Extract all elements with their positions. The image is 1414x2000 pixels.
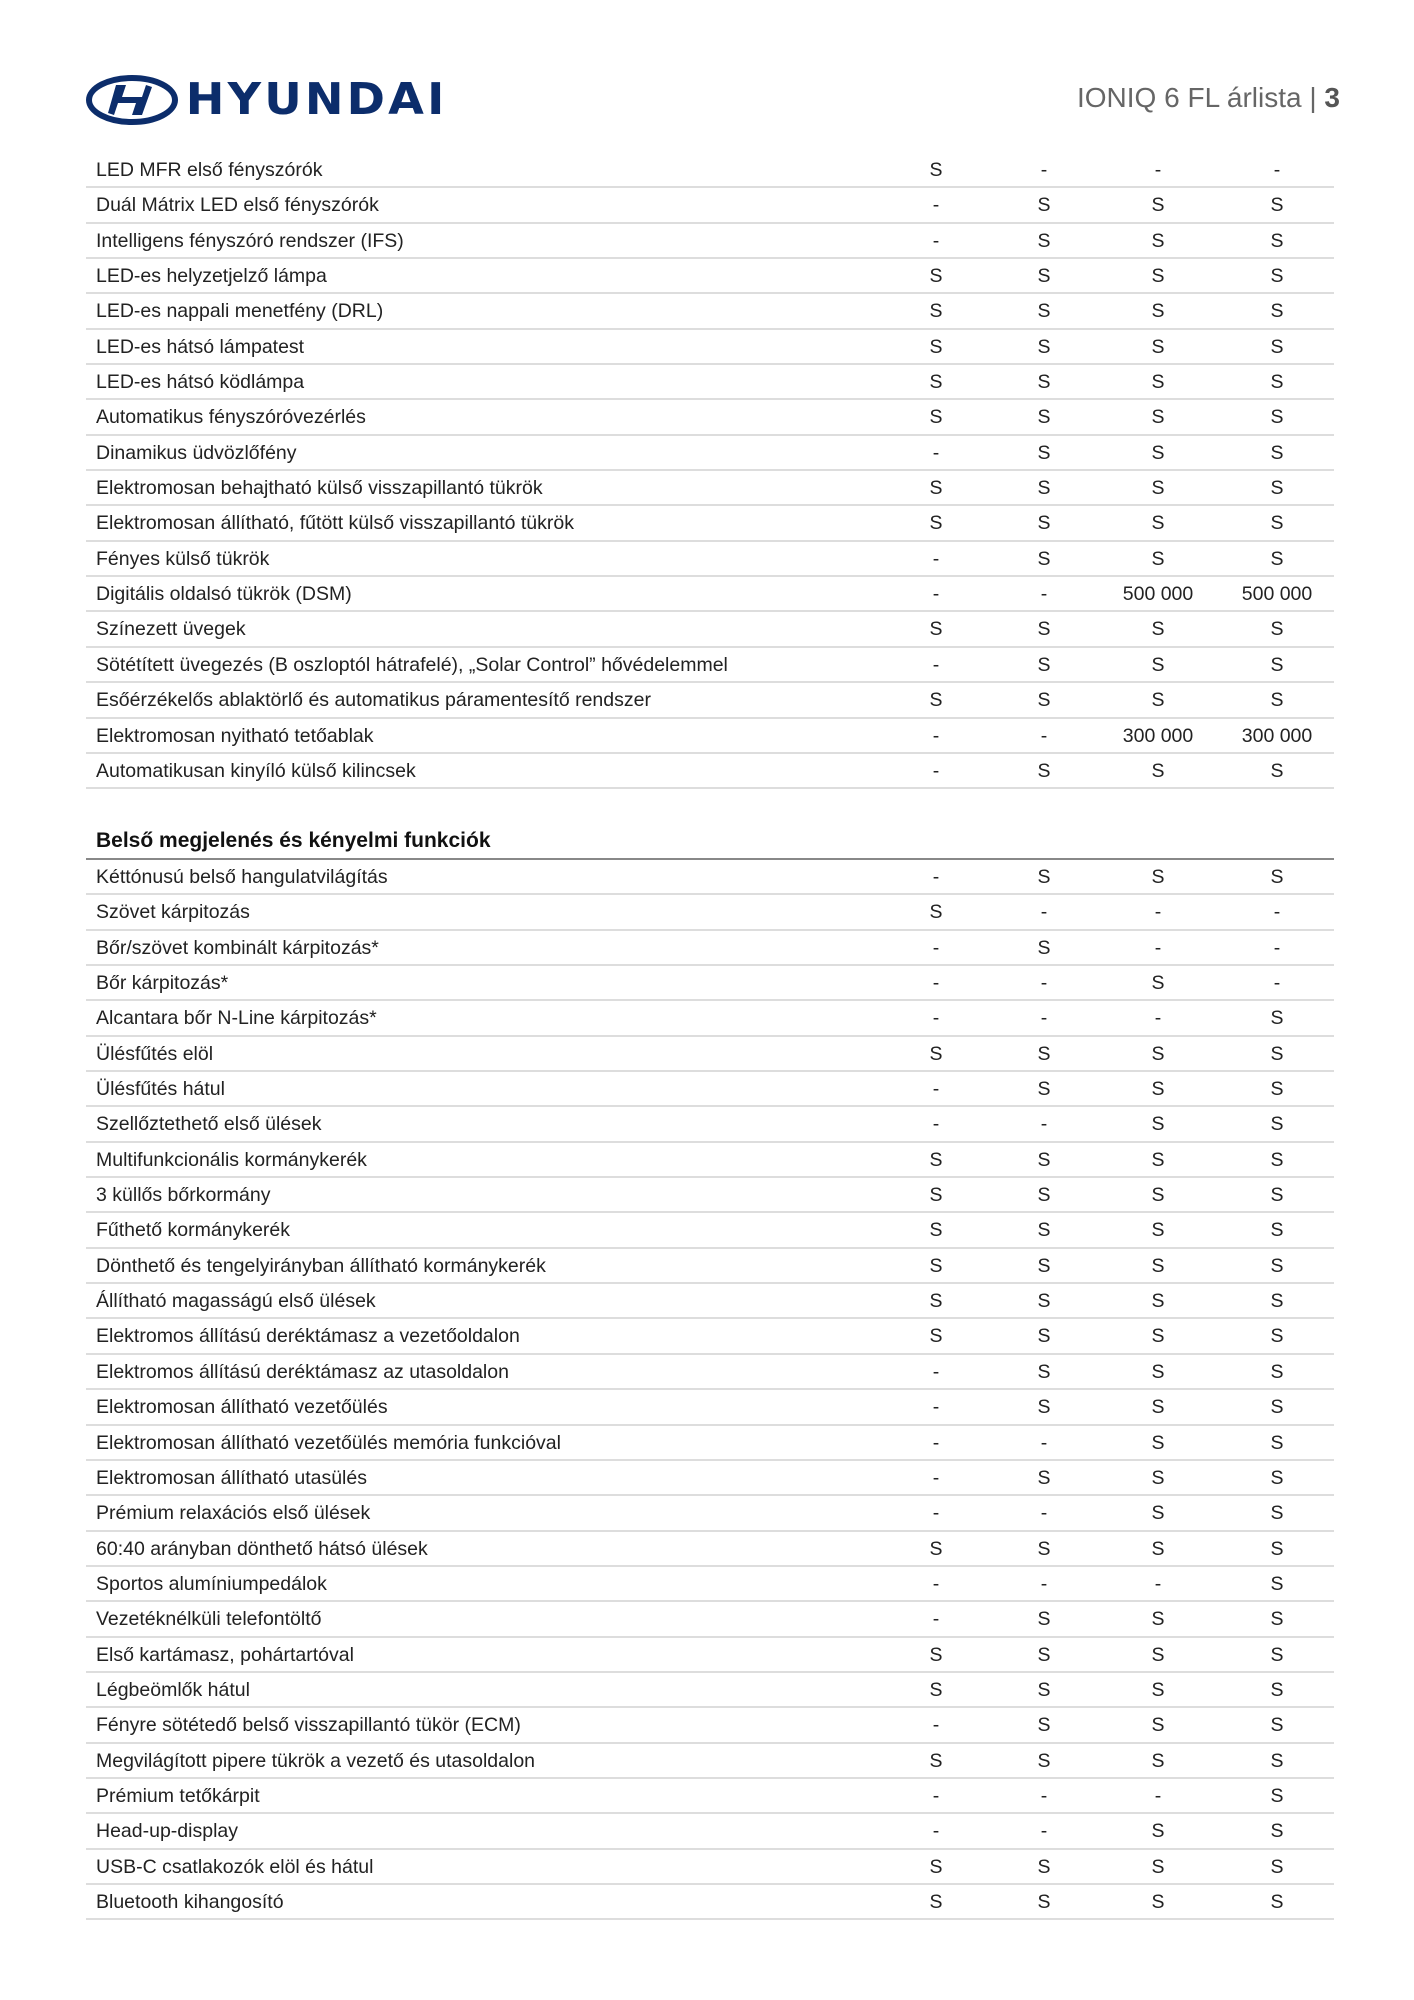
table-row: [86, 188, 1334, 223]
trim-value-1: -: [932, 1784, 940, 1807]
table-row: [86, 506, 1334, 541]
trim-value-1: S: [929, 1254, 943, 1277]
trim-value-2: S: [1037, 866, 1051, 888]
table-row: [86, 754, 1334, 789]
trim-value-4: S: [1270, 371, 1284, 394]
trim-value-4: S: [1270, 477, 1284, 500]
section-heading: [86, 825, 1334, 860]
trim-value-4: S: [1270, 512, 1284, 535]
trim-value-4: S: [1270, 1572, 1284, 1595]
table-row: [86, 1673, 1334, 1708]
trim-value-2: -: [1040, 724, 1048, 747]
trim-value-1: S: [929, 477, 943, 500]
trim-value-3: -: [1154, 936, 1162, 959]
table-row: [86, 542, 1334, 577]
trim-value-3: S: [1151, 653, 1165, 676]
trim-value-4: -: [1273, 901, 1281, 924]
trim-value-4: S: [1270, 1714, 1284, 1737]
trim-value-1: S: [929, 1855, 943, 1878]
trim-value-3: S: [1151, 1431, 1165, 1454]
trim-value-1: S: [929, 265, 943, 288]
trim-value-2: -: [1040, 1572, 1048, 1595]
trim-value-1: S: [929, 1042, 943, 1065]
feature-label: Fényre sötétedő belső visszapillantó tükör (ECM): [96, 1714, 521, 1737]
trim-value-1: -: [932, 1431, 940, 1454]
table-row: [86, 1072, 1334, 1107]
trim-value-3: S: [1151, 1325, 1165, 1348]
feature-label: Fűthető kormánykerék: [96, 1219, 291, 1242]
feature-label: Elektromosan behajtható külső visszapillantó tükrök: [96, 477, 543, 500]
trim-value-3: S: [1151, 759, 1165, 782]
trim-value-3: S: [1151, 1042, 1165, 1065]
feature-label: 3 küllős bőrkormány: [96, 1184, 271, 1207]
trim-value-2: S: [1037, 1678, 1051, 1701]
trim-value-1: S: [929, 901, 943, 924]
feature-label: Kéttónusú belső hangulatvilágítás: [96, 866, 388, 888]
trim-value-4: S: [1270, 1290, 1284, 1313]
table-row: [86, 1390, 1334, 1425]
trim-value-4: S: [1270, 1749, 1284, 1772]
trim-value-3: S: [1151, 866, 1165, 888]
trim-value-3: S: [1151, 512, 1165, 535]
feature-label: Elektromosan állítható, fűtött külső visszapillantó tükrök: [96, 512, 574, 535]
feature-label: Digitális oldalsó tükrök (DSM): [96, 583, 352, 606]
trim-value-4: S: [1270, 1113, 1284, 1136]
trim-value-4: S: [1270, 1608, 1284, 1631]
trim-value-3: S: [1151, 1714, 1165, 1737]
trim-value-1: -: [932, 724, 940, 747]
feature-label: Légbeömlők hátul: [96, 1678, 250, 1701]
trim-value-3: S: [1151, 1219, 1165, 1242]
feature-label: LED-es nappali menetfény (DRL): [96, 300, 384, 323]
table-row: [86, 1496, 1334, 1531]
trim-value-1: S: [929, 1643, 943, 1666]
trim-value-1: S: [929, 335, 943, 358]
trim-value-1: S: [929, 1184, 943, 1207]
table-row: [86, 719, 1334, 754]
exterior-features-table: [86, 153, 1334, 789]
table-row: [86, 400, 1334, 435]
trim-value-4: S: [1270, 406, 1284, 429]
trim-value-3: S: [1151, 441, 1165, 464]
trim-value-1: -: [932, 1820, 940, 1843]
trim-value-4: S: [1270, 194, 1284, 217]
trim-value-3: S: [1151, 1113, 1165, 1136]
trim-value-2: -: [1040, 1820, 1048, 1843]
trim-value-4: S: [1270, 1219, 1284, 1242]
feature-label: Sötétített üvegezés (B oszloptól hátrafelé), „Solar Control” hővédelemmel: [96, 653, 728, 676]
trim-value-4: S: [1270, 1784, 1284, 1807]
trim-value-2: S: [1037, 759, 1051, 782]
trim-value-4: S: [1270, 618, 1284, 641]
feature-label: Állítható magasságú első ülések: [96, 1290, 376, 1313]
trim-value-1: S: [929, 1890, 943, 1913]
feature-label: Multifunkcionális kormánykerék: [96, 1148, 367, 1171]
trim-value-4: S: [1270, 335, 1284, 358]
trim-value-4: S: [1270, 1254, 1284, 1277]
section-title: Belső megjelenés és kényelmi funkciók: [96, 829, 491, 852]
trim-value-3: S: [1151, 1360, 1165, 1383]
trim-value-2: -: [1040, 1113, 1048, 1136]
trim-value-3: -: [1154, 1784, 1162, 1807]
table-row: [86, 1284, 1334, 1319]
page-number: 3: [1324, 82, 1340, 113]
trim-value-4: S: [1270, 1078, 1284, 1101]
trim-value-2: S: [1037, 1466, 1051, 1489]
trim-value-3: S: [1151, 1749, 1165, 1772]
trim-value-4: S: [1270, 1855, 1284, 1878]
table-row: [86, 1638, 1334, 1673]
trim-value-3: -: [1154, 901, 1162, 924]
trim-value-1: S: [929, 406, 943, 429]
table-row: [86, 1567, 1334, 1602]
trim-value-3: S: [1151, 406, 1165, 429]
trim-value-4: S: [1270, 229, 1284, 252]
trim-value-4: S: [1270, 1184, 1284, 1207]
feature-label: LED-es helyzetjelző lámpa: [96, 265, 327, 288]
table-row: [86, 931, 1334, 966]
table-row: [86, 1426, 1334, 1461]
trim-value-1: S: [929, 1678, 943, 1701]
trim-value-1: -: [932, 547, 940, 570]
trim-value-3: S: [1151, 335, 1165, 358]
table-row: [86, 1355, 1334, 1390]
trim-value-2: S: [1037, 618, 1051, 641]
table-row: [86, 1814, 1334, 1849]
trim-value-2: S: [1037, 512, 1051, 535]
feature-label: Sportos alumíniumpedálok: [96, 1572, 327, 1595]
feature-label: Elektromosan állítható vezetőülés: [96, 1396, 388, 1419]
table-row: [86, 1037, 1334, 1072]
table-row: [86, 365, 1334, 400]
trim-value-3: S: [1151, 1820, 1165, 1843]
trim-value-3: -: [1154, 1007, 1162, 1030]
trim-value-4: S: [1270, 1537, 1284, 1560]
trim-value-1: -: [932, 1396, 940, 1419]
feature-label: LED-es hátsó lámpatest: [96, 335, 305, 358]
trim-value-4: S: [1270, 441, 1284, 464]
trim-value-3: S: [1151, 689, 1165, 712]
trim-value-2: S: [1037, 1290, 1051, 1313]
table-row: [86, 1107, 1334, 1142]
trim-value-2: S: [1037, 936, 1051, 959]
trim-value-1: -: [932, 759, 940, 782]
trim-value-3: S: [1151, 1678, 1165, 1701]
trim-value-3: S: [1151, 1890, 1165, 1913]
trim-value-2: S: [1037, 1749, 1051, 1772]
title-text: IONIQ 6 FL árlista |: [1077, 82, 1317, 113]
trim-value-4: S: [1270, 689, 1284, 712]
trim-value-3: S: [1151, 1502, 1165, 1525]
trim-value-4: -: [1273, 972, 1281, 995]
trim-value-1: -: [932, 653, 940, 676]
logo-wordmark: HYUNDAI: [185, 74, 448, 125]
trim-value-2: -: [1040, 1784, 1048, 1807]
trim-value-4: S: [1270, 1007, 1284, 1030]
table-row: [86, 577, 1334, 612]
trim-value-4: -: [1273, 159, 1281, 181]
feature-label: Első kartámasz, pohártartóval: [96, 1643, 354, 1666]
hyundai-logo: [86, 74, 448, 125]
trim-value-1: S: [929, 618, 943, 641]
trim-value-1: S: [929, 1290, 943, 1313]
trim-value-1: -: [932, 583, 940, 606]
feature-label: Intelligens fényszóró rendszer (IFS): [96, 229, 404, 252]
trim-value-2: S: [1037, 1890, 1051, 1913]
trim-value-1: -: [932, 1502, 940, 1525]
trim-value-4: 500 000: [1241, 583, 1313, 606]
trim-value-2: S: [1037, 477, 1051, 500]
trim-value-3: S: [1151, 972, 1165, 995]
trim-value-2: S: [1037, 1325, 1051, 1348]
feature-label: LED MFR első fényszórók: [96, 159, 323, 181]
trim-value-2: S: [1037, 265, 1051, 288]
trim-value-2: S: [1037, 1042, 1051, 1065]
feature-label: Ülésfűtés hátul: [96, 1078, 225, 1101]
trim-value-1: S: [929, 1219, 943, 1242]
table-row: [86, 153, 1334, 188]
trim-value-4: S: [1270, 759, 1284, 782]
trim-value-3: -: [1154, 1572, 1162, 1595]
trim-value-2: -: [1040, 972, 1048, 995]
trim-value-2: S: [1037, 1714, 1051, 1737]
trim-value-3: S: [1151, 371, 1165, 394]
trim-value-2: S: [1037, 406, 1051, 429]
trim-value-2: S: [1037, 1219, 1051, 1242]
trim-value-4: S: [1270, 1466, 1284, 1489]
document-title: [1077, 82, 1340, 114]
trim-value-2: S: [1037, 1396, 1051, 1419]
trim-value-2: S: [1037, 1360, 1051, 1383]
trim-value-2: S: [1037, 300, 1051, 323]
trim-value-2: S: [1037, 1855, 1051, 1878]
table-row: [86, 1143, 1334, 1178]
trim-value-4: S: [1270, 265, 1284, 288]
trim-value-2: S: [1037, 371, 1051, 394]
feature-label: Automatikusan kinyíló külső kilincsek: [96, 759, 416, 782]
trim-value-2: S: [1037, 1254, 1051, 1277]
trim-value-4: S: [1270, 1502, 1284, 1525]
trim-value-4: S: [1270, 1148, 1284, 1171]
feature-label: Elektromos állítású deréktámasz az utasoldalon: [96, 1360, 509, 1383]
trim-value-1: S: [929, 1537, 943, 1560]
trim-value-1: -: [932, 1714, 940, 1737]
table-row: [86, 895, 1334, 930]
feature-label: Esőérzékelős ablaktörlő és automatikus páramentesítő rendszer: [96, 689, 651, 712]
trim-value-3: S: [1151, 1078, 1165, 1101]
feature-label: Duál Mátrix LED első fényszórók: [96, 194, 379, 217]
trim-value-1: -: [932, 1007, 940, 1030]
feature-label: LED-es hátsó ködlámpa: [96, 371, 305, 394]
trim-value-3: S: [1151, 265, 1165, 288]
trim-value-3: S: [1151, 1643, 1165, 1666]
trim-value-4: S: [1270, 1042, 1284, 1065]
table-row: [86, 860, 1334, 895]
table-row: [86, 1779, 1334, 1814]
trim-value-2: S: [1037, 1537, 1051, 1560]
trim-value-2: S: [1037, 194, 1051, 217]
trim-value-1: S: [929, 1325, 943, 1348]
trim-value-1: -: [932, 1608, 940, 1631]
feature-label: Fényes külső tükrök: [96, 547, 270, 570]
table-row: [86, 436, 1334, 471]
feature-label: Megvilágított pipere tükrök a vezető és utasoldalon: [96, 1749, 536, 1772]
feature-label: Ülésfűtés elöl: [96, 1042, 214, 1065]
table-row: [86, 1001, 1334, 1036]
table-row: [86, 330, 1334, 365]
table-row: [86, 1249, 1334, 1284]
trim-value-4: 300 000: [1241, 724, 1313, 747]
table-row: [86, 683, 1334, 718]
feature-label: Elektromos állítású deréktámasz a vezetőoldalon: [96, 1325, 520, 1348]
table-row: [86, 1885, 1334, 1920]
feature-label: Szellőztethető első ülések: [96, 1113, 322, 1136]
trim-value-3: -: [1154, 159, 1162, 181]
trim-value-1: S: [929, 689, 943, 712]
trim-value-4: S: [1270, 1325, 1284, 1348]
trim-value-4: S: [1270, 1431, 1284, 1454]
trim-value-2: S: [1037, 1184, 1051, 1207]
trim-value-3: S: [1151, 1254, 1165, 1277]
trim-value-4: S: [1270, 1396, 1284, 1419]
trim-value-3: S: [1151, 300, 1165, 323]
feature-label: 60:40 arányban dönthető hátsó ülések: [96, 1537, 428, 1560]
trim-value-4: S: [1270, 653, 1284, 676]
trim-value-1: -: [932, 229, 940, 252]
trim-value-3: S: [1151, 477, 1165, 500]
feature-label: Vezetéknélküli telefontöltő: [96, 1608, 322, 1631]
trim-value-1: -: [932, 1113, 940, 1136]
table-row: [86, 648, 1334, 683]
table-row: [86, 1602, 1334, 1637]
trim-value-3: 500 000: [1122, 583, 1194, 606]
table-row: [86, 1319, 1334, 1354]
trim-value-3: S: [1151, 1184, 1165, 1207]
trim-value-1: S: [929, 1148, 943, 1171]
table-row: [86, 966, 1334, 1001]
trim-value-2: S: [1037, 653, 1051, 676]
feature-label: Bluetooth kihangosító: [96, 1890, 284, 1913]
feature-label: Bőr/szövet kombinált kárpitozás*: [96, 936, 379, 959]
feature-label: Dönthető és tengelyirányban állítható kormánykerék: [96, 1254, 546, 1277]
trim-value-2: S: [1037, 547, 1051, 570]
trim-value-3: S: [1151, 229, 1165, 252]
trim-value-2: -: [1040, 583, 1048, 606]
trim-value-3: S: [1151, 1855, 1165, 1878]
trim-value-3: S: [1151, 1396, 1165, 1419]
trim-value-4: S: [1270, 547, 1284, 570]
trim-value-1: -: [932, 1360, 940, 1383]
trim-value-1: -: [932, 194, 940, 217]
trim-value-3: S: [1151, 547, 1165, 570]
trim-value-4: S: [1270, 1820, 1284, 1843]
trim-value-3: S: [1151, 1148, 1165, 1171]
trim-value-3: S: [1151, 194, 1165, 217]
feature-label: Elektromosan nyitható tetőablak: [96, 724, 374, 747]
feature-label: Alcantara bőr N-Line kárpitozás*: [96, 1007, 377, 1030]
trim-value-3: S: [1151, 1290, 1165, 1313]
feature-label: Elektromosan állítható vezetőülés memória funkcióval: [96, 1431, 561, 1454]
table-row: [86, 1213, 1334, 1248]
trim-value-2: -: [1040, 1007, 1048, 1030]
table-row: [86, 1744, 1334, 1779]
trim-value-1: -: [932, 1466, 940, 1489]
trim-value-1: S: [929, 371, 943, 394]
trim-value-1: -: [932, 1572, 940, 1595]
trim-value-1: -: [932, 1078, 940, 1101]
feature-label: Bőr kárpitozás*: [96, 972, 229, 995]
feature-label: Automatikus fényszóróvezérlés: [96, 406, 366, 429]
trim-value-4: S: [1270, 1360, 1284, 1383]
trim-value-2: -: [1040, 1502, 1048, 1525]
feature-label: Head-up-display: [96, 1820, 238, 1843]
trim-value-4: S: [1270, 1678, 1284, 1701]
trim-value-1: -: [932, 936, 940, 959]
trim-value-4: S: [1270, 1890, 1284, 1913]
table-row: [86, 612, 1334, 647]
trim-value-3: S: [1151, 1466, 1165, 1489]
trim-value-2: -: [1040, 901, 1048, 924]
trim-value-2: S: [1037, 335, 1051, 358]
trim-value-2: -: [1040, 159, 1048, 181]
trim-value-3: 300 000: [1122, 724, 1194, 747]
trim-value-1: S: [929, 1749, 943, 1772]
trim-value-2: S: [1037, 1643, 1051, 1666]
table-row: [86, 1850, 1334, 1885]
trim-value-1: S: [929, 159, 943, 181]
trim-value-4: S: [1270, 866, 1284, 888]
table-row: [86, 1461, 1334, 1496]
trim-value-2: -: [1040, 1431, 1048, 1454]
trim-value-1: -: [932, 441, 940, 464]
trim-value-1: S: [929, 512, 943, 535]
feature-label: Prémium tetőkárpit: [96, 1784, 260, 1807]
table-row: [86, 294, 1334, 329]
trim-value-3: S: [1151, 1537, 1165, 1560]
trim-value-2: S: [1037, 441, 1051, 464]
trim-value-2: S: [1037, 1608, 1051, 1631]
feature-label: Elektromosan állítható utasülés: [96, 1466, 367, 1489]
trim-value-3: S: [1151, 618, 1165, 641]
interior-features-table: [86, 860, 1334, 1920]
feature-label: Szövet kárpitozás: [96, 901, 250, 924]
trim-value-4: S: [1270, 1643, 1284, 1666]
feature-label: USB-C csatlakozók elöl és hátul: [96, 1855, 374, 1878]
trim-value-4: -: [1273, 936, 1281, 959]
trim-value-2: S: [1037, 1078, 1051, 1101]
trim-value-2: S: [1037, 229, 1051, 252]
feature-label: Színezett üvegek: [96, 618, 246, 641]
trim-value-1: -: [932, 972, 940, 995]
trim-value-3: S: [1151, 1608, 1165, 1631]
trim-value-1: S: [929, 300, 943, 323]
trim-value-2: S: [1037, 689, 1051, 712]
feature-label: Prémium relaxációs első ülések: [96, 1502, 371, 1525]
table-row: [86, 1178, 1334, 1213]
trim-value-4: S: [1270, 300, 1284, 323]
trim-value-1: -: [932, 866, 940, 888]
table-row: [86, 224, 1334, 259]
feature-label: Dinamikus üdvözlőfény: [96, 441, 297, 464]
trim-value-2: S: [1037, 1148, 1051, 1171]
table-row: [86, 259, 1334, 294]
hyundai-emblem-icon: [86, 75, 178, 125]
table-row: [86, 471, 1334, 506]
table-row: [86, 1708, 1334, 1743]
table-row: [86, 1532, 1334, 1567]
